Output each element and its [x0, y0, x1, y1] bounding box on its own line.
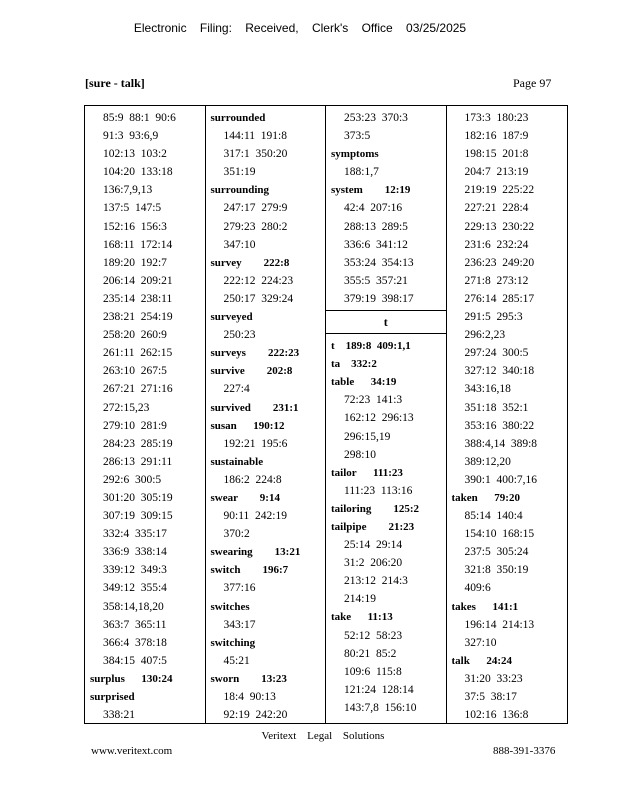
index-reference: 258:20 260:9 — [103, 329, 167, 342]
index-reference: 347:10 — [223, 238, 256, 251]
index-reference: 343:16,18 — [464, 383, 511, 396]
index-reference: 301:20 305:19 — [103, 491, 173, 504]
index-reference: 261:11 262:15 — [103, 347, 173, 360]
section-letter: t — [326, 310, 446, 334]
index-reference: 227:21 228:4 — [464, 202, 529, 215]
index-term: sustainable — [210, 455, 264, 468]
index-reference: 91:3 93:6,9 — [103, 130, 159, 143]
index-reference: 384:15 407:5 — [103, 654, 167, 667]
index-reference: 85:9 88:1 90:6 — [103, 112, 176, 124]
index-reference: 204:7 213:19 — [464, 166, 529, 179]
index-term: swear 9:14 — [210, 491, 280, 504]
index-reference: 25:14 29:14 — [344, 539, 403, 552]
index-reference: 250:23 — [223, 329, 256, 342]
index-reference: 336:6 341:12 — [344, 238, 408, 251]
index-reference: 236:23 249:20 — [464, 256, 535, 269]
index-term: surprised — [90, 691, 135, 703]
index-reference: 276:14 285:17 — [464, 292, 535, 305]
index-term: taken 79:20 — [451, 491, 520, 504]
index-reference: 144:11 191:8 — [223, 130, 287, 143]
index-reference: 188:1,7 — [344, 166, 379, 179]
index-term: surrounded — [210, 112, 266, 124]
index-reference: 162:12 296:13 — [344, 412, 414, 425]
index-reference: 189:20 192:7 — [103, 256, 167, 269]
index-reference: 182:16 187:9 — [464, 130, 529, 143]
filing-stamp: Electronic Filing: Received, Clerk's Office 03/25/2025 — [133, 21, 467, 35]
index-reference: 235:14 238:11 — [103, 292, 173, 305]
index-column-3 — [326, 106, 447, 723]
word-index-table — [84, 105, 568, 724]
index-reference: 349:12 355:4 — [103, 582, 167, 595]
index-reference: 296:2,23 — [464, 329, 506, 342]
index-reference: 109:6 115:8 — [344, 665, 402, 678]
index-reference: 173:3 180:23 — [464, 112, 529, 124]
index-reference: 370:2 — [223, 528, 250, 541]
index-reference: 355:5 357:21 — [344, 274, 408, 287]
index-reference: 271:8 273:12 — [464, 274, 529, 287]
index-reference: 279:10 281:9 — [103, 419, 167, 432]
index-reference: 111:23 113:16 — [344, 484, 413, 497]
index-reference: 104:20 133:18 — [103, 166, 173, 179]
index-term: switch 196:7 — [210, 564, 289, 577]
index-reference: 136:7,9,13 — [103, 184, 153, 197]
index-reference: 279:23 280:2 — [223, 220, 288, 233]
index-reference: 72:23 141:3 — [344, 394, 403, 407]
index-reference: 377:16 — [223, 582, 256, 595]
index-reference: 353:24 354:13 — [344, 256, 414, 269]
index-reference: 31:20 33:23 — [464, 672, 523, 685]
index-reference: 237:5 305:24 — [464, 546, 529, 559]
index-term: table 34:19 — [331, 376, 397, 389]
index-term: t 189:8 409:1,1 — [331, 340, 411, 353]
index-reference: 336:9 338:14 — [103, 546, 167, 559]
index-reference: 307:19 309:15 — [103, 510, 173, 523]
index-reference: 152:16 156:3 — [103, 220, 167, 233]
index-reference: 247:17 279:9 — [223, 202, 288, 215]
index-reference: 409:6 — [464, 582, 491, 595]
index-reference: 238:21 254:19 — [103, 311, 173, 324]
index-term: sworn 13:23 — [210, 672, 287, 685]
index-reference: 338:21 — [103, 709, 135, 722]
index-reference: 379:19 398:17 — [344, 292, 414, 305]
index-reference: 390:1 400:7,16 — [464, 473, 538, 486]
footer-phone: 888-391-3376 — [493, 745, 556, 757]
page-number: Page 97 — [513, 76, 552, 90]
index-reference: 102:16 136:8 — [464, 709, 529, 722]
index-reference: 90:11 242:19 — [223, 510, 287, 523]
index-reference: 42:4 207:16 — [344, 202, 403, 215]
index-reference: 291:5 295:3 — [464, 311, 523, 324]
index-reference: 92:19 242:20 — [223, 709, 288, 722]
index-reference: 222:12 224:23 — [223, 274, 294, 287]
index-column-2 — [206, 106, 327, 723]
index-term: susan 190:12 — [210, 419, 285, 432]
index-reference: 121:24 128:14 — [344, 683, 414, 696]
index-reference: 297:24 300:5 — [464, 347, 529, 360]
index-term: ta 332:2 — [331, 358, 377, 371]
index-reference: 168:11 172:14 — [103, 238, 173, 251]
index-column-4 — [447, 106, 568, 723]
index-reference: 321:8 350:19 — [464, 564, 529, 577]
index-reference: 137:5 147:5 — [103, 202, 162, 215]
index-reference: 298:10 — [344, 448, 376, 461]
index-reference: 219:19 225:22 — [464, 184, 535, 197]
index-term: tailor 111:23 — [331, 466, 403, 479]
index-reference: 192:21 195:6 — [223, 437, 288, 450]
index-reference: 351:18 352:1 — [464, 401, 529, 414]
index-reference: 373:5 — [344, 130, 371, 143]
index-reference: 389:12,20 — [464, 455, 511, 468]
index-reference: 37:5 38:17 — [464, 691, 517, 703]
index-term: takes 141:1 — [451, 600, 519, 613]
index-reference: 272:15,23 — [103, 401, 150, 414]
index-reference: 229:13 230:22 — [464, 220, 535, 233]
index-reference: 296:15,19 — [344, 430, 391, 443]
index-term: survey 222:8 — [210, 256, 290, 269]
index-reference: 213:12 214:3 — [344, 575, 408, 588]
index-reference: 286:13 291:11 — [103, 455, 173, 468]
index-term: survived 231:1 — [210, 401, 299, 414]
index-term: take 11:13 — [331, 611, 393, 624]
footer-website: www.veritext.com — [91, 745, 173, 757]
index-reference: 154:10 168:15 — [464, 528, 535, 541]
index-reference: 85:14 140:4 — [464, 510, 523, 523]
index-reference: 31:2 206:20 — [344, 557, 403, 570]
index-term: symptoms — [331, 148, 379, 161]
index-reference: 214:19 — [344, 593, 376, 606]
index-reference: 45:21 — [223, 654, 250, 667]
index-reference: 143:7,8 156:10 — [344, 701, 417, 714]
index-term: tailoring 125:2 — [331, 502, 419, 515]
index-reference: 102:13 103:2 — [103, 148, 167, 161]
index-reference: 358:14,18,20 — [103, 600, 164, 613]
index-reference: 366:4 378:18 — [103, 636, 167, 649]
index-reference: 343:17 — [223, 618, 256, 631]
index-term: switches — [210, 600, 250, 613]
index-reference: 196:14 214:13 — [464, 618, 535, 631]
index-reference: 253:23 370:3 — [344, 112, 408, 124]
index-term: surplus 130:24 — [90, 672, 173, 685]
index-term: surrounding — [210, 184, 269, 197]
index-range: [sure - talk] — [85, 76, 145, 90]
index-reference: 52:12 58:23 — [344, 629, 403, 642]
index-reference: 80:21 85:2 — [344, 647, 397, 660]
footer-company: Veritext Legal Solutions — [261, 730, 385, 742]
index-reference: 250:17 329:24 — [223, 292, 294, 305]
index-term: switching — [210, 636, 256, 649]
index-reference: 288:13 289:5 — [344, 220, 408, 233]
index-term: tailpipe 21:23 — [331, 520, 415, 533]
index-term: survive 202:8 — [210, 365, 293, 378]
index-reference: 206:14 209:21 — [103, 274, 173, 287]
index-column-1 — [85, 106, 206, 723]
index-reference: 363:7 365:11 — [103, 618, 167, 631]
index-term: surveys 222:23 — [210, 347, 300, 360]
index-reference: 231:6 232:24 — [464, 238, 529, 251]
index-term: talk 24:24 — [451, 654, 512, 667]
index-reference: 353:16 380:22 — [464, 419, 535, 432]
index-reference: 263:10 267:5 — [103, 365, 167, 378]
index-reference: 18:4 90:13 — [223, 691, 276, 703]
index-term: surveyed — [210, 311, 253, 324]
index-reference: 327:12 340:18 — [464, 365, 535, 378]
index-reference: 332:4 335:17 — [103, 528, 167, 541]
index-reference: 198:15 201:8 — [464, 148, 529, 161]
index-reference: 284:23 285:19 — [103, 437, 173, 450]
index-term: swearing 13:21 — [210, 546, 301, 559]
index-reference: 292:6 300:5 — [103, 473, 162, 486]
index-reference: 339:12 349:3 — [103, 564, 167, 577]
index-reference: 317:1 350:20 — [223, 148, 288, 161]
index-reference: 388:4,14 389:8 — [464, 437, 538, 450]
index-term: system 12:19 — [331, 184, 411, 197]
index-reference: 227:4 — [223, 383, 250, 396]
index-reference: 327:10 — [464, 636, 497, 649]
index-reference: 186:2 224:8 — [223, 473, 282, 486]
index-reference: 351:19 — [223, 166, 256, 179]
index-reference: 267:21 271:16 — [103, 383, 173, 396]
